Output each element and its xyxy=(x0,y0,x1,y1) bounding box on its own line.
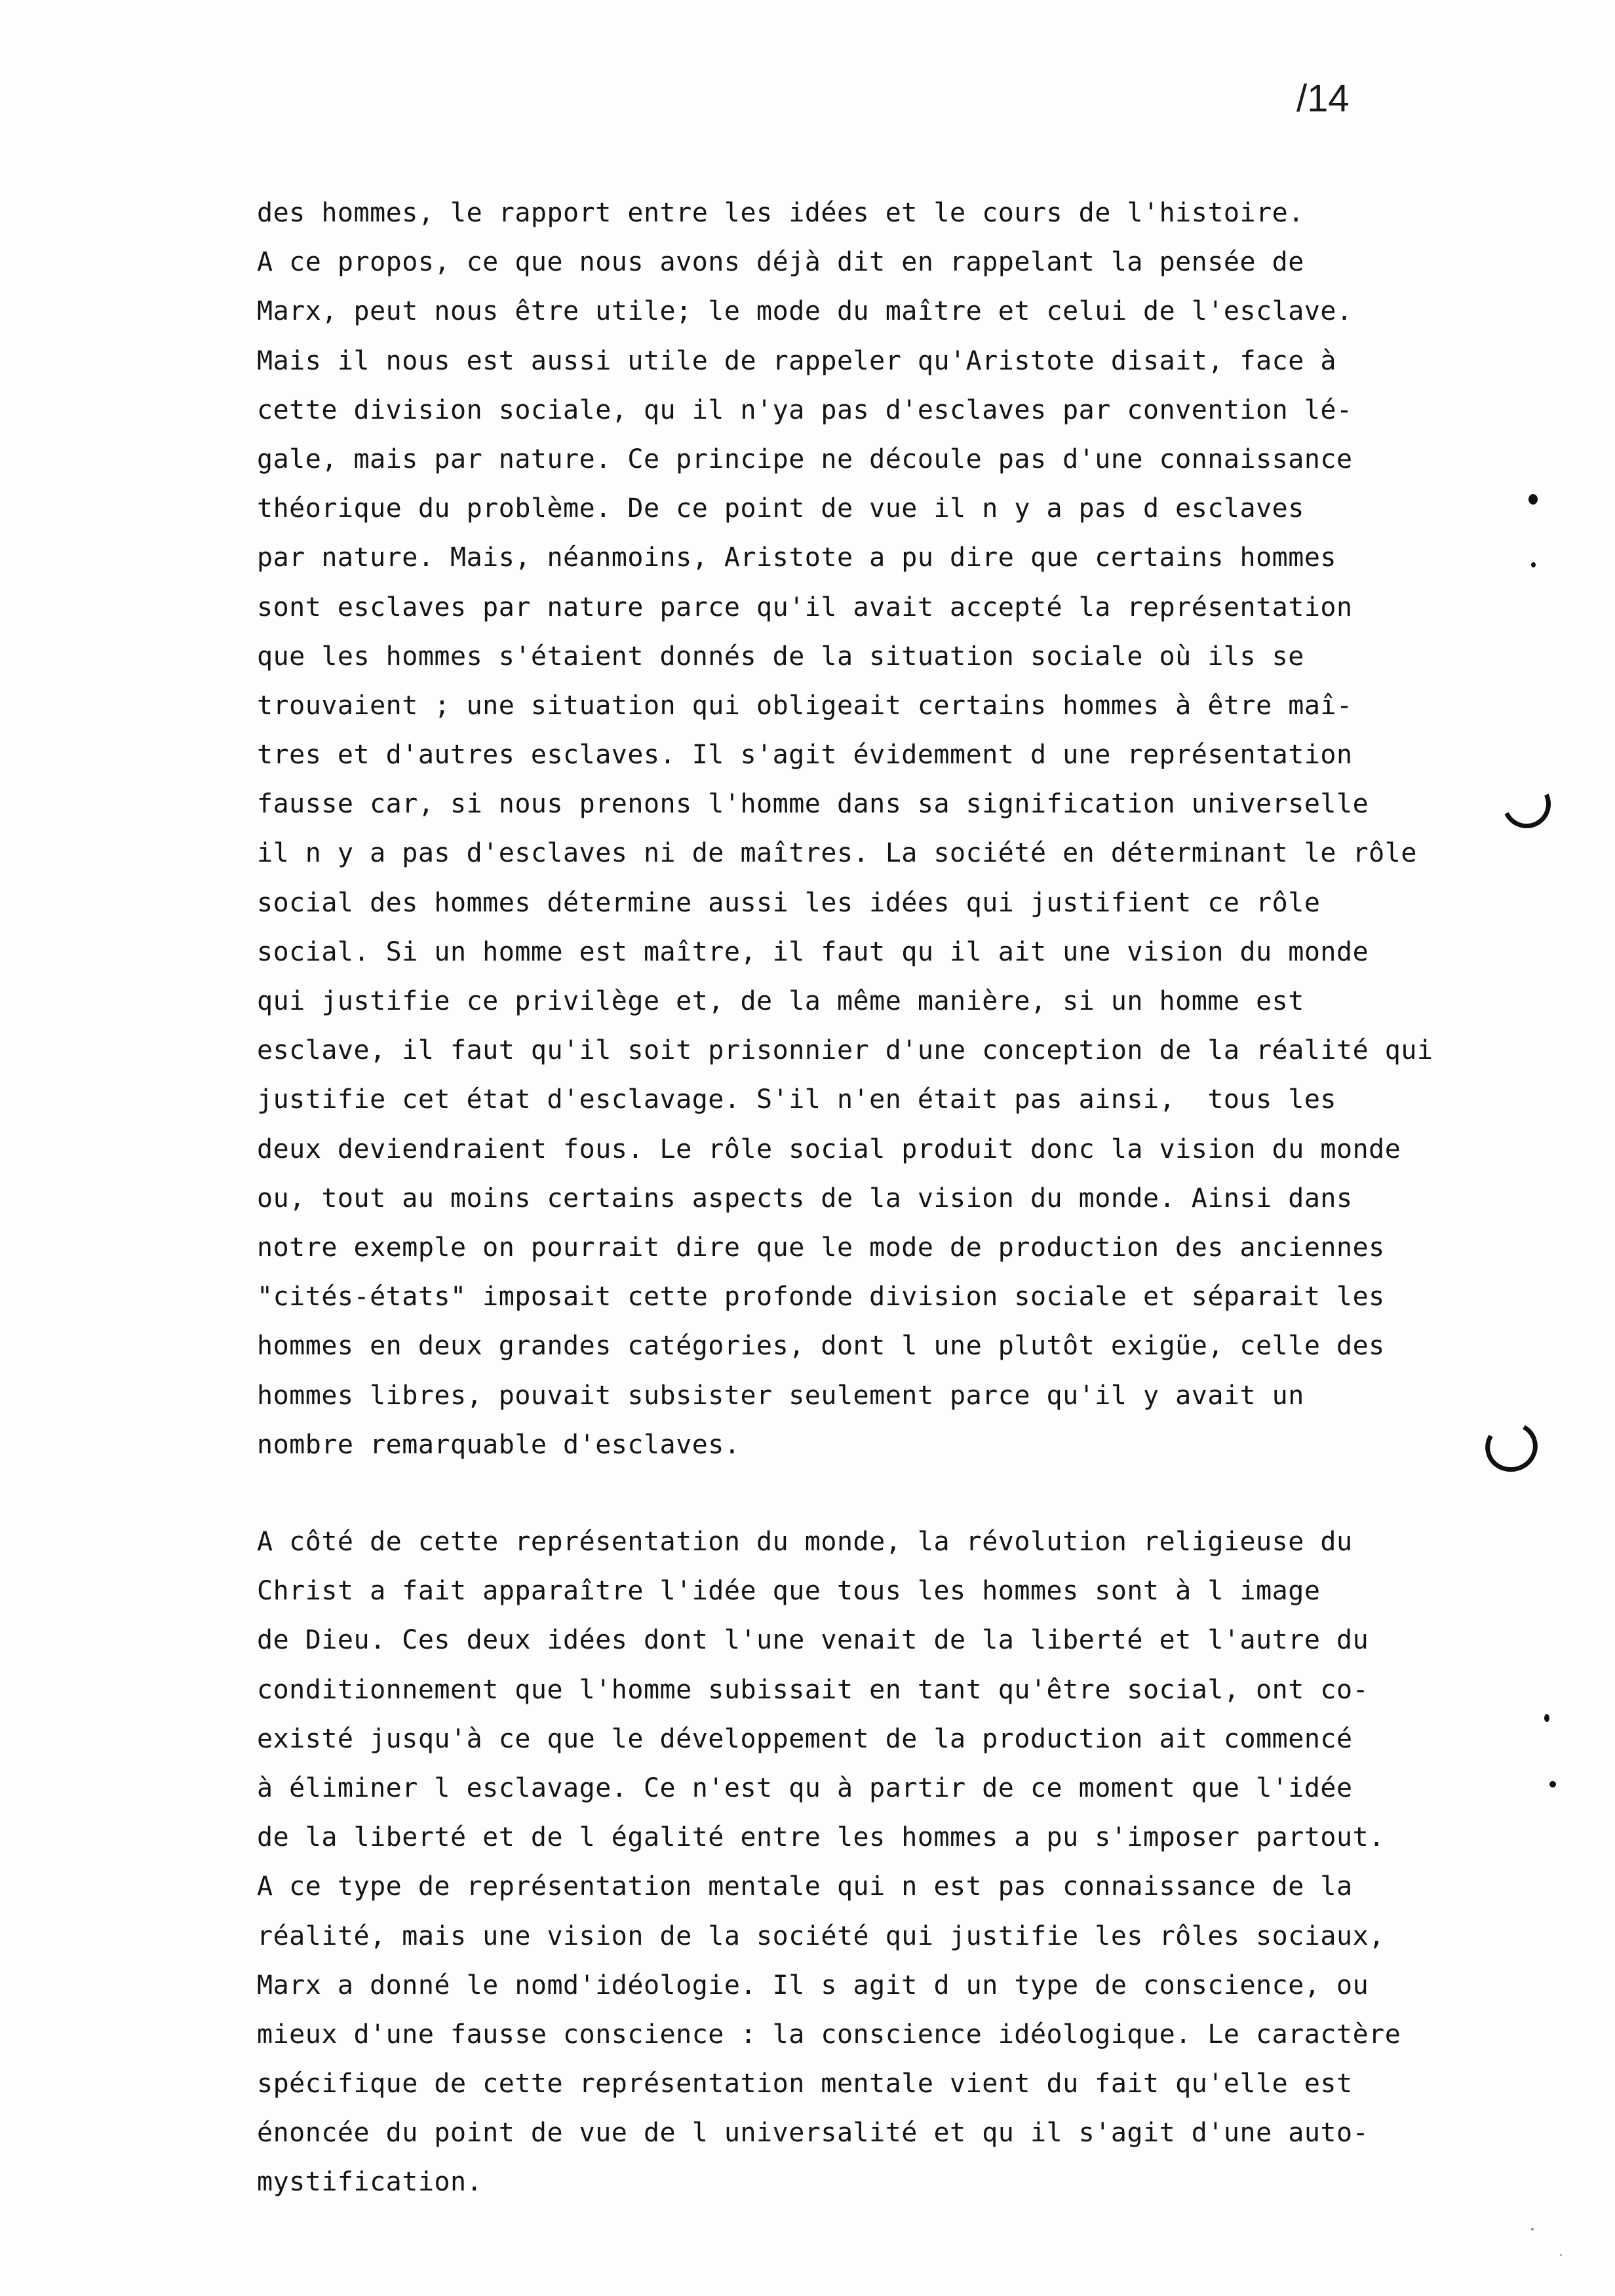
text-line: Marx a donné le nomd'idéologie. Il s agit d un type de conscience, ou xyxy=(257,1970,1369,2000)
text-line: théorique du problème. De ce point de vue il n y a pas d esclaves xyxy=(257,493,1304,524)
margin-dot xyxy=(1531,2228,1534,2230)
text-line: conditionnement que l'homme subissait en tant qu'être social, ont co- xyxy=(257,1674,1369,1705)
margin-dot xyxy=(1560,2254,1562,2256)
text-line: notre exemple on pourrait dire que le mode de production des anciennes xyxy=(257,1232,1385,1263)
text-line: A ce type de représentation mentale qui n est pas connaissance de la xyxy=(257,1871,1353,1902)
text-line: A ce propos, ce que nous avons déjà dit en rappelant la pensée de xyxy=(257,247,1304,278)
margin-dot xyxy=(1528,494,1538,505)
text-line: ou, tout au moins certains aspects de la vision du monde. Ainsi dans xyxy=(257,1183,1353,1214)
text-line: réalité, mais une vision de la société qui justifie les rôles sociaux, xyxy=(257,1921,1385,1951)
text-line: gale, mais par nature. Ce principe ne découle pas d'une connaissance xyxy=(257,444,1353,474)
paragraph-2 xyxy=(257,1518,1483,2208)
text-line: trouvaient ; une situation qui obligeait certains hommes à être maî- xyxy=(257,690,1353,721)
text-line: hommes libres, pouvait subsister seulement parce qu'il y avait un xyxy=(257,1380,1304,1411)
text-line: de la liberté et de l égalité entre les hommes a pu s'imposer partout. xyxy=(257,1822,1385,1853)
text-line: Marx, peut nous être utile; le mode du maître et celui de l'esclave. xyxy=(257,296,1353,327)
text-line: hommes en deux grandes catégories, dont l une plutôt exigüe, celle des xyxy=(257,1331,1385,1362)
text-line: par nature. Mais, néanmoins, Aristote a pu dire que certains hommes xyxy=(257,543,1336,573)
paragraph-1 xyxy=(257,189,1483,1470)
text-line: qui justifie ce privilège et, de la même manière, si un homme est xyxy=(257,986,1304,1016)
text-line: social des hommes détermine aussi les idées qui justifient ce rôle xyxy=(257,887,1321,918)
text-line: nombre remarquable d'esclaves. xyxy=(257,1429,741,1460)
text-line: Christ a fait apparaître l'idée que tous les hommes sont à l image xyxy=(257,1576,1321,1607)
margin-bracket xyxy=(1480,1416,1544,1478)
page-number: /14 xyxy=(1296,77,1350,120)
margin-dot xyxy=(1544,1714,1549,1722)
text-line: mieux d'une fausse conscience : la conscience idéologique. Le caractère xyxy=(257,2019,1401,2050)
text-line: mystification. xyxy=(257,2167,483,2198)
text-line: esclave, il faut qu'il soit prisonnier d'une conception de la réalité qui xyxy=(257,1035,1433,1066)
text-line: cette division sociale, qu il n'ya pas d'esclaves par convention lé- xyxy=(257,394,1353,425)
text-line: fausse car, si nous prenons l'homme dans sa signification universelle xyxy=(257,789,1369,820)
text-line: social. Si un homme est maître, il faut qu il ait une vision du monde xyxy=(257,936,1369,967)
text-line: sont esclaves par nature parce qu'il avait accepté la représentation xyxy=(257,592,1353,622)
text-line: que les hommes s'étaient donnés de la situation sociale où ils se xyxy=(257,641,1304,672)
text-line: "cités-états" imposait cette profonde division sociale et séparait les xyxy=(257,1282,1385,1312)
text-line: existé jusqu'à ce que le développement de la production ait commencé xyxy=(257,1723,1353,1754)
text-line: de Dieu. Ces deux idées dont l'une venait de la liberté et l'autre du xyxy=(257,1625,1369,1656)
text-line: tres et d'autres esclaves. Il s'agit évidemment d une représentation xyxy=(257,740,1353,771)
margin-bracket xyxy=(1496,773,1558,835)
margin-dot xyxy=(1531,562,1536,567)
text-line: à éliminer l esclavage. Ce n'est qu à partir de ce moment que l'idée xyxy=(257,1772,1353,1803)
text-line: deux deviendraient fous. Le rôle social produit donc la vision du monde xyxy=(257,1134,1401,1164)
margin-dot xyxy=(1549,1781,1556,1788)
text-line: justifie cet état d'esclavage. S'il n'en était pas ainsi, tous les xyxy=(257,1084,1336,1115)
text-line: A côté de cette représentation du monde, la révolution religieuse du xyxy=(257,1527,1353,1557)
text-line: il n y a pas d'esclaves ni de maîtres. La société en déterminant le rôle xyxy=(257,838,1417,869)
text-line: des hommes, le rapport entre les idées et le cours de l'histoire. xyxy=(257,198,1304,228)
text-line: énoncée du point de vue de l universalité et qu il s'agit d'une auto- xyxy=(257,2118,1369,2149)
text-line: spécifique de cette représentation mentale vient du fait qu'elle est xyxy=(257,2069,1353,2099)
text-line: Mais il nous est aussi utile de rappeler qu'Aristote disait, face à xyxy=(257,345,1336,376)
